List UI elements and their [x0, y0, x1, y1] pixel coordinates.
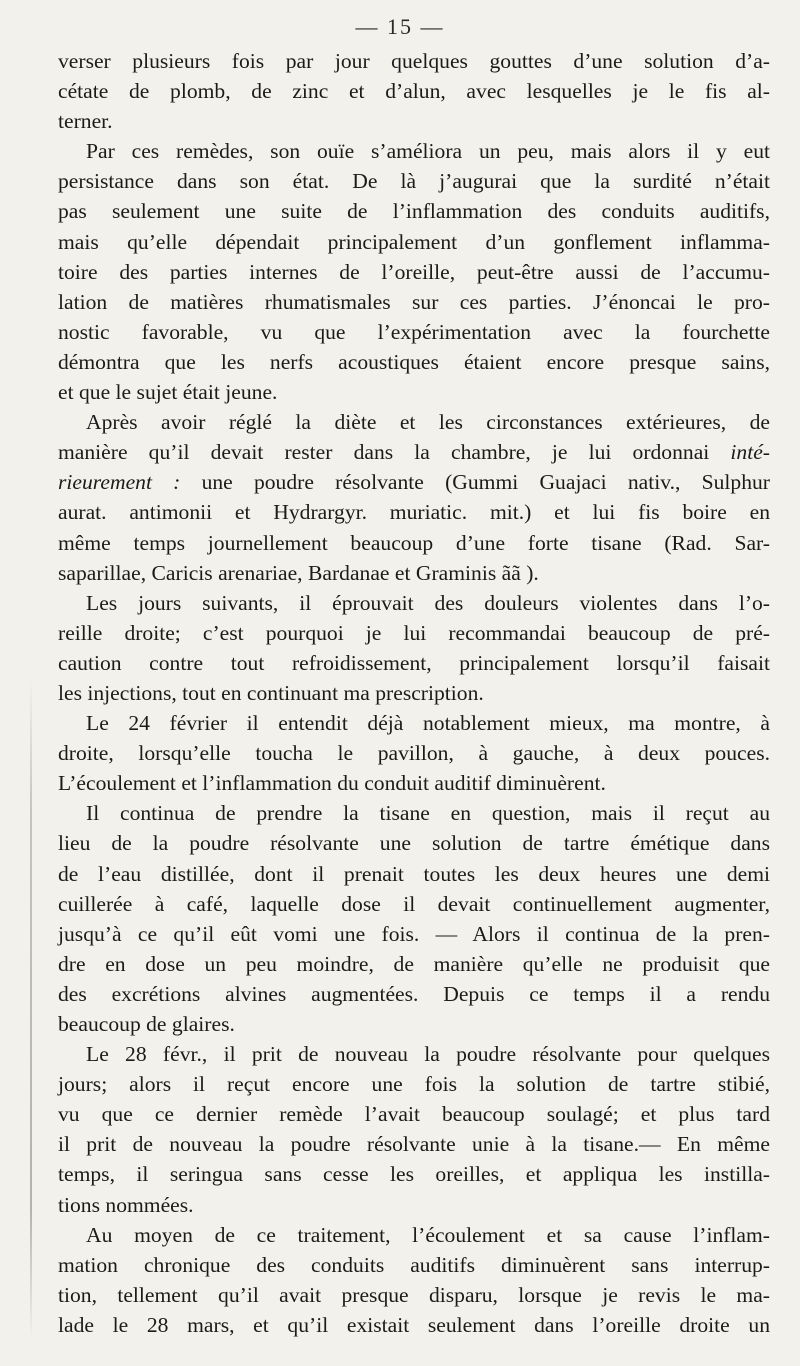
line-text: verser plusieurs fois par jour quelques gouttes d’une solution d’a- [58, 49, 770, 73]
line-text: démontra que les nerfs acoustiques étaient encore presque sains, [58, 349, 770, 374]
line-text: jusqu’à ce qu’il eût vomi une fois. — Alors il continua de la pren- [58, 921, 770, 946]
text-line [58, 798, 770, 828]
line-text: et que le sujet était jeune. [58, 380, 278, 405]
text-line [58, 317, 770, 347]
text-line [58, 558, 770, 588]
text-line [58, 1310, 770, 1340]
text-line [58, 1039, 770, 1069]
text-line [58, 588, 770, 618]
line-text: Il continua de prendre la tisane en question, mais il reçut au [86, 801, 770, 826]
line-text: tion, tellement qu’il avait presque disparu, lorsque je revis le ma- [58, 1282, 770, 1307]
line-text: manière qu’il devait rester dans la chambre, je lui ordonnai [58, 440, 731, 465]
line-text: Le 28 févr., il prit de nouveau la poudre résolvante pour quelques [86, 1042, 770, 1067]
text-line [58, 46, 770, 76]
line-text: il prit de nouveau la poudre résolvante unie à la tisane.— En même [58, 1132, 770, 1157]
text-line [58, 919, 770, 949]
text-line [58, 257, 770, 287]
text-line [58, 1280, 770, 1310]
text-line [58, 768, 770, 798]
page-edge-shadow [30, 680, 32, 1340]
text-line [58, 979, 770, 1009]
text-line [58, 1009, 770, 1039]
text-line [58, 618, 770, 648]
text-line [58, 76, 770, 106]
text-line [58, 196, 770, 226]
page-number: — 15 — [355, 14, 445, 39]
text-line [58, 1190, 770, 1220]
line-text: beaucoup de glaires. [58, 1012, 235, 1036]
line-text: caution contre tout refroidissement, principalement lorsqu’il faisait [58, 650, 770, 675]
line-text: toire des parties internes de l’oreille, peut-être aussi de l’accumu- [58, 259, 770, 284]
line-text: persistance dans son état. De là j’augurai que la surdité n’était [58, 169, 770, 194]
text-line [58, 708, 770, 738]
line-text: de l’eau distillée, dont il prenait toutes les deux heures une demi [58, 861, 770, 886]
line-text: cuillerée à café, laquelle dose il devait continuellement augmenter, [58, 891, 770, 916]
line-text: Le 24 février il entendit déjà notablement mieux, ma montre, à [86, 711, 770, 736]
line-text: mation chronique des conduits auditifs diminuèrent sans interrup- [58, 1252, 770, 1277]
text-line [58, 1099, 770, 1129]
emphasis: rieurement : [58, 470, 181, 495]
line-text: reille droite; c’est pourquoi je lui recommandai beaucoup de pré- [58, 620, 770, 645]
line-text: lation de matières rhumatismales sur ces parties. J’énoncai le pro- [58, 289, 770, 314]
body-text [58, 46, 770, 1340]
line-text: tions nommées. [58, 1192, 194, 1217]
line-text: pas seulement une suite de l’inflammation des conduits auditifs, [58, 199, 770, 224]
line-text: temps, il seringua sans cesse les oreilles, et appliqua les instilla- [58, 1162, 770, 1187]
line-text: cétate de plomb, de zinc et d’alun, avec lesquelles je le fis al- [58, 79, 770, 104]
line-text: même temps journellement beaucoup d’une forte tisane (Rad. Sar- [58, 530, 770, 555]
line-text: des excrétions alvines augmentées. Depuis ce temps il a rendu [58, 981, 770, 1006]
text-line [58, 648, 770, 678]
line-text: Les jours suivants, il éprouvait des douleurs violentes dans l’o- [86, 590, 770, 615]
text-line [58, 347, 770, 377]
line-text: mais qu’elle dépendait principalement d’un gonflement inflamma- [58, 229, 770, 254]
text-line [58, 1250, 770, 1280]
text-line [58, 227, 770, 257]
text-line [58, 828, 770, 858]
text-line [58, 136, 770, 166]
text-line [58, 1069, 770, 1099]
text-line [58, 287, 770, 317]
line-text: aurat. antimonii et Hydrargyr. muriatic. mit.) et lui fis boire en [58, 500, 770, 525]
text-line [58, 106, 770, 136]
line-text: jours; alors il reçut encore une fois la solution de tartre stibié, [58, 1072, 770, 1097]
text-line [58, 738, 770, 768]
line-text: terner. [58, 109, 113, 134]
line-text: une poudre résolvante (Gummi Guajaci nativ., Sulphur [180, 470, 770, 495]
emphasis: inté- [730, 440, 770, 465]
line-text: Après avoir réglé la diète et les circonstances extérieures, de [86, 410, 770, 435]
text-line [58, 1129, 770, 1159]
line-text: lieu de la poudre résolvante une solution de tartre émétique dans [58, 831, 770, 856]
line-text: nostic favorable, vu que l’expérimentation avec la fourchette [58, 319, 770, 344]
line-text: vu que ce dernier remède l’avait beaucoup soulagé; et plus tard [58, 1102, 770, 1127]
text-line [58, 678, 770, 708]
text-line [58, 437, 770, 467]
line-text: dre en dose un peu moindre, de manière qu’elle ne produisit que [58, 951, 770, 976]
text-line [58, 949, 770, 979]
text-line [58, 407, 770, 437]
text-line [58, 1220, 770, 1250]
text-line [58, 859, 770, 889]
line-text: L’écoulement et l’inflammation du conduit auditif diminuèrent. [58, 771, 606, 796]
line-text: droite, lorsqu’elle toucha le pavillon, à gauche, à deux pouces. [58, 741, 770, 766]
text-line [58, 497, 770, 527]
line-text: les injections, tout en continuant ma prescription. [58, 680, 484, 705]
text-line [58, 377, 770, 407]
text-line [58, 1159, 770, 1189]
text-line [58, 528, 770, 558]
line-text: Par ces remèdes, son ouïe s’améliora un peu, mais alors il y eut [86, 139, 770, 164]
text-line [58, 166, 770, 196]
text-line [58, 467, 770, 497]
line-text: lade le 28 mars, et qu’il existait seulement dans l’oreille droite un [58, 1312, 770, 1337]
line-text: Au moyen de ce traitement, l’écoulement et sa cause l’inflam- [86, 1222, 770, 1247]
line-text: saparillae, Caricis arenariae, Bardanae et Graminis ãã ). [58, 560, 539, 585]
text-line [58, 889, 770, 919]
